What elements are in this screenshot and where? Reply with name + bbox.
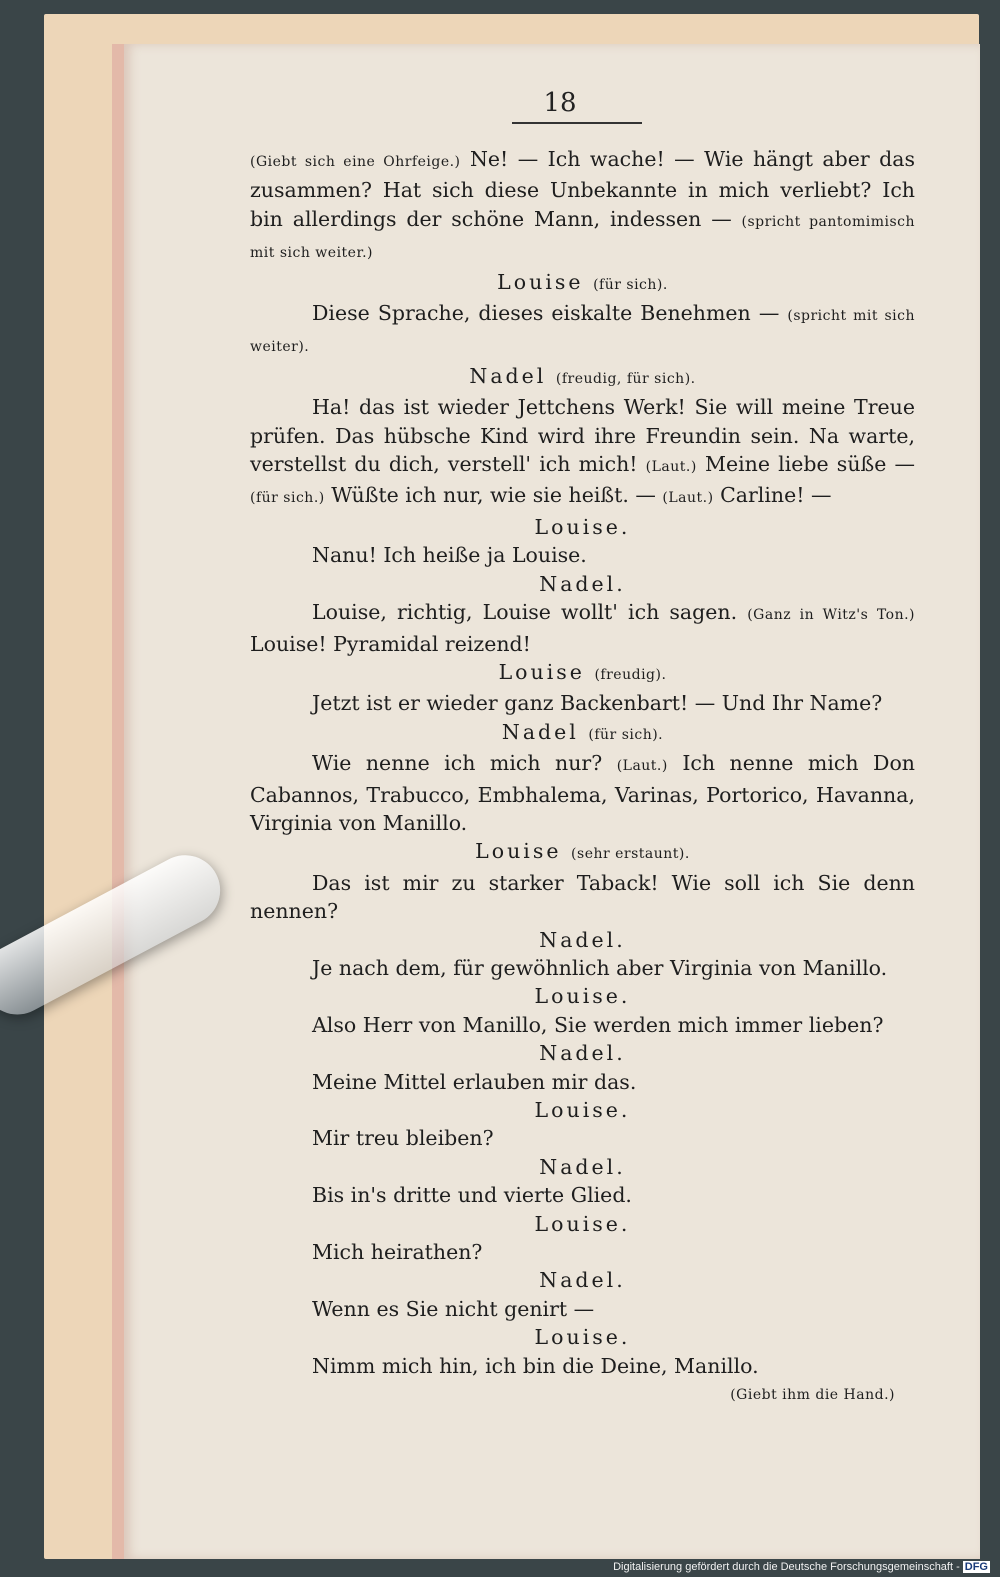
- dialogue-text: Ich nenne mich Don Cabannos, Trabucco, Embhalema, Varinas, Portorico, Havanna, Virginia von Manillo.: [250, 751, 916, 835]
- stage-direction: (für sich).: [588, 726, 664, 743]
- dialogue-paragraph: [250, 954, 915, 982]
- speaker-name: Nadel: [469, 363, 547, 388]
- speaker-name: Louise: [475, 839, 562, 864]
- speaker-line: [250, 570, 915, 598]
- stage-direction: (für sich).: [593, 276, 668, 293]
- speaker-line: [250, 718, 915, 749]
- speaker-line: [250, 1210, 915, 1238]
- stage-direction: (Giebt sich eine Ohrfeige.): [250, 154, 461, 170]
- dialogue-text: Jetzt ist er wieder ganz Backenbart! — Und Ihr Name?: [312, 691, 883, 716]
- dfg-logo: DFG: [964, 1561, 988, 1573]
- dialogue-text: Wüßte ich nur, wie sie heißt. —: [324, 483, 663, 508]
- speaker-name: Louise.: [534, 514, 631, 539]
- dialogue-text: Carline! —: [713, 483, 832, 508]
- dialogue-text: Also Herr von Manillo, Sie werden mich immer lieben?: [312, 1012, 884, 1037]
- dialogue-paragraph: [250, 1068, 915, 1096]
- speaker-name: Louise: [498, 659, 585, 684]
- footer-credit: [613, 1561, 990, 1573]
- dialogue-text: Louise, richtig, Louise wollt' ich sagen.: [312, 600, 748, 625]
- speaker-line: [250, 1153, 915, 1181]
- footer-text: Digitalisierung gefördert durch die Deutsche Forschungsgemeinschaft -: [613, 1561, 960, 1573]
- closing-stage-direction: [250, 1380, 915, 1409]
- speaker-name: Nadel.: [539, 571, 626, 596]
- speaker-line: [250, 1039, 915, 1067]
- stage-direction: (freudig, für sich).: [555, 370, 696, 387]
- page-text: [250, 145, 915, 1409]
- dialogue-text: Mich heirathen?: [312, 1240, 483, 1265]
- speaker-line: [250, 513, 915, 541]
- speaker-line: [250, 362, 915, 393]
- speaker-name: Nadel.: [539, 1041, 626, 1066]
- speaker-name: Louise: [497, 269, 584, 294]
- dialogue-text: Je nach dem, für gewöhnlich aber Virginia von Manillo.: [312, 955, 888, 980]
- dialogue-text: Meine liebe süße —: [696, 452, 915, 477]
- dialogue-text: Louise! Pyramidal reizend!: [250, 631, 531, 656]
- dialogue-text: Nanu! Ich heiße ja Louise.: [312, 543, 587, 568]
- speaker-line: [250, 658, 915, 689]
- stage-direction: (Laut.): [662, 490, 714, 507]
- page-number: 18: [543, 88, 577, 118]
- stage-direction: (Laut.): [616, 758, 668, 775]
- speaker-name: Nadel: [501, 719, 579, 744]
- dialogue-text: Wenn es Sie nicht genirt —: [312, 1296, 595, 1321]
- dialogue-text: Ha! das ist wieder Jettchens Werk! Sie will meine Treue prüfen. Das hübsche Kind wird ihre Freundin sein. Na warte, verstellst du dich, verstell' ich mich!: [250, 395, 915, 477]
- dialogue-text: Das ist mir zu starker Taback! Wie soll ich Sie denn nennen?: [250, 870, 915, 924]
- dialogue-paragraph: [250, 1352, 915, 1380]
- speaker-line: [250, 1266, 915, 1294]
- dialogue-paragraph: [250, 1238, 915, 1266]
- dialogue-text: Mir treu bleiben?: [312, 1126, 494, 1151]
- dialogue-paragraph: [250, 749, 915, 837]
- dialogue-paragraph: [250, 299, 915, 362]
- speaker-name: Nadel.: [539, 1268, 626, 1293]
- dialogue-paragraph: [250, 1295, 915, 1323]
- dialogue-paragraph: [250, 869, 915, 926]
- speaker-name: Louise.: [534, 1325, 631, 1350]
- stage-direction: (Laut.): [645, 459, 697, 476]
- stage-direction: (Giebt ihm die Hand.): [730, 1387, 895, 1404]
- dialogue-text: Bis in's dritte und vierte Glied.: [312, 1183, 632, 1208]
- stage-direction: (spricht mit sich weiter).: [250, 308, 916, 356]
- dialogue-paragraph: [250, 541, 915, 569]
- speaker-line: [250, 837, 915, 868]
- dialogue-paragraph: [250, 393, 915, 513]
- dialogue-paragraph: [250, 689, 915, 717]
- dialogue-text: Nimm mich hin, ich bin die Deine, Manillo.: [312, 1353, 759, 1378]
- dialogue-paragraph: [250, 145, 915, 268]
- stage-direction: (sehr erstaunt).: [571, 846, 690, 863]
- speaker-name: Louise.: [534, 1098, 631, 1122]
- speaker-name: Nadel.: [539, 1154, 626, 1179]
- speaker-line: [250, 926, 915, 954]
- dialogue-text: Diese Sprache, dieses eiskalte Benehmen —: [312, 301, 788, 326]
- page-number-rule: [512, 122, 642, 124]
- stage-direction: (Ganz in Witz's Ton.): [747, 607, 915, 624]
- speaker-line: [250, 1096, 915, 1124]
- dialogue-text: Ne! — Ich wache! — Wie hängt aber das zusammen? Hat sich diese Unbekannte in mich verliebt? Ich bin allerdings der schöne Mann, indessen —: [250, 147, 915, 231]
- speaker-line: [250, 1323, 915, 1351]
- speaker-name: Louise.: [534, 984, 631, 1009]
- dialogue-text: Meine Mittel erlauben mir das.: [312, 1069, 637, 1094]
- dialogue-paragraph: [250, 1011, 915, 1039]
- speaker-line: [250, 982, 915, 1010]
- dialogue-paragraph: [250, 1181, 915, 1209]
- stage-direction: (spricht pantomimisch mit sich weiter.): [250, 213, 915, 262]
- dialogue-paragraph: [250, 1124, 915, 1152]
- stage-direction: (freudig).: [594, 666, 667, 683]
- speaker-line: [250, 268, 915, 299]
- dialogue-paragraph: [250, 598, 915, 658]
- stage-direction: (für sich.): [250, 490, 325, 507]
- dialogue-text: Wie nenne ich mich nur?: [312, 751, 617, 776]
- speaker-name: Nadel.: [539, 927, 626, 952]
- speaker-name: Louise.: [534, 1211, 631, 1236]
